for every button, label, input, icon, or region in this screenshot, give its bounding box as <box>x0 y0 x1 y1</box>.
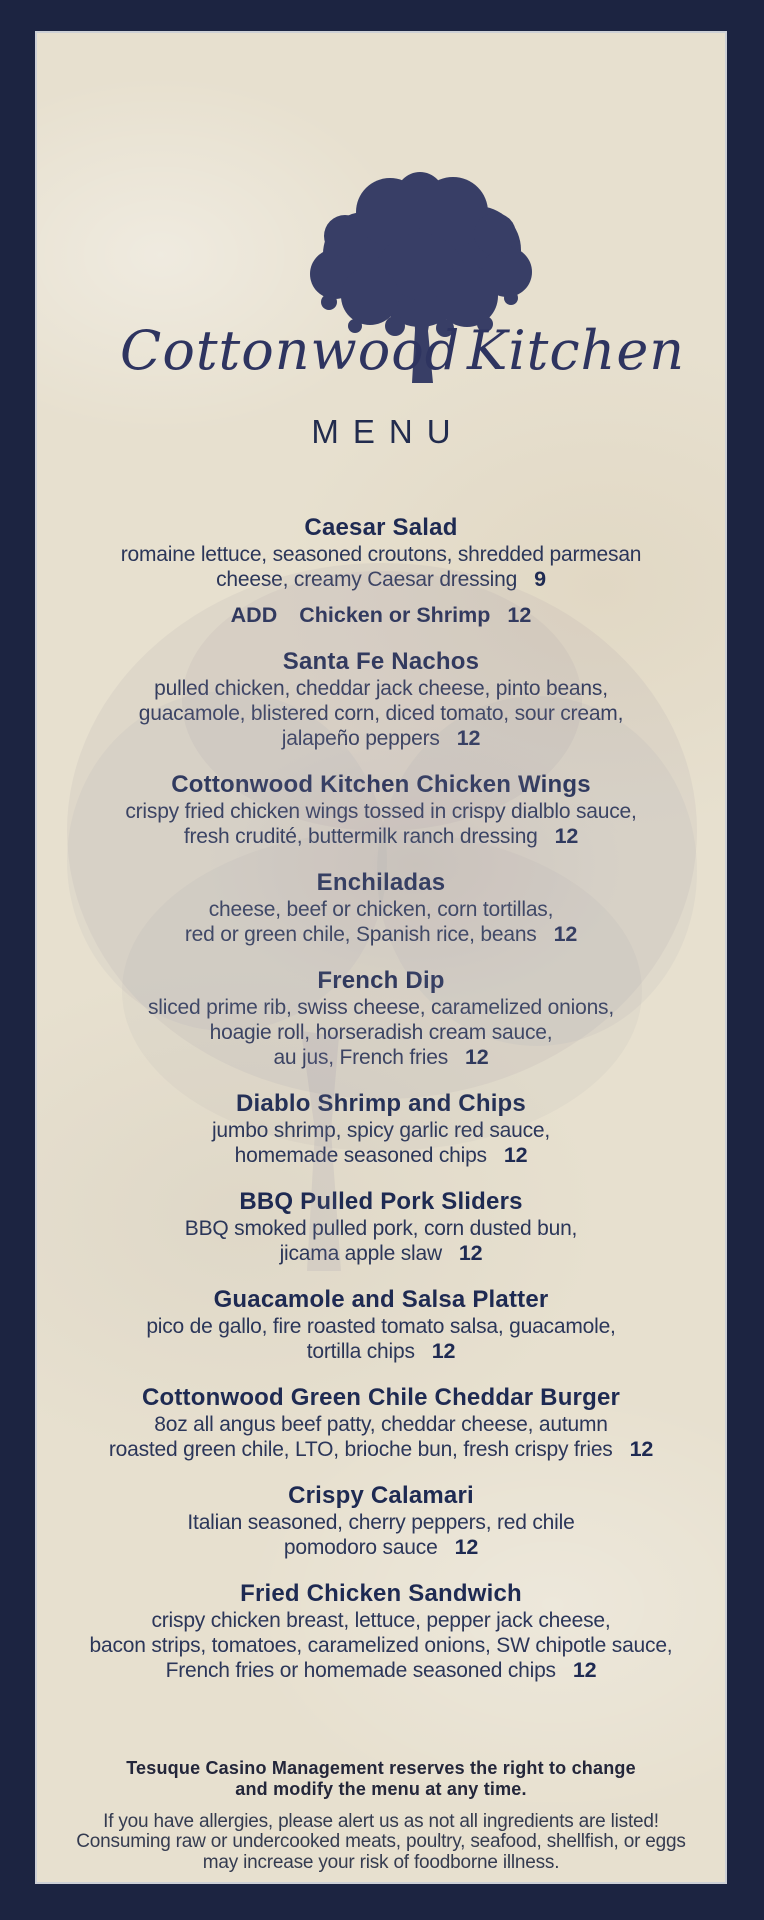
menu-item-name: Cottonwood Kitchen Chicken Wings <box>171 771 591 798</box>
management-notice <box>37 1758 725 1800</box>
menu-item-desc-line: romaine lettuce, seasoned croutons, shredded parmesan <box>120 543 642 566</box>
menu-item-name: French Dip <box>317 967 445 994</box>
menu-item-name: Enchiladas <box>316 869 446 896</box>
menu-item-desc-line: crispy fried chicken wings tossed in crispy dialblo sauce, <box>125 800 637 823</box>
menu-item-price: 12 <box>454 1535 479 1559</box>
menu-item <box>37 1579 725 1683</box>
menu-item <box>37 966 725 1070</box>
notice-line: Tesuque Casino Management reserves the right to change <box>126 1757 636 1778</box>
menu-item-price: 12 <box>456 726 481 750</box>
menu-item <box>37 1481 725 1560</box>
addon-label: ADD <box>230 603 278 627</box>
menu-item <box>37 770 725 849</box>
menu-item-desc-line: crispy chicken breast, lettuce, pepper jack cheese, <box>151 1609 611 1632</box>
allergy-disclaimer <box>37 1812 725 1874</box>
menu-item-name: Caesar Salad <box>304 514 458 541</box>
brand-logo <box>37 33 725 385</box>
menu-item <box>37 1187 725 1266</box>
menu-item <box>37 1089 725 1168</box>
footer <box>37 1758 725 1874</box>
addon-text: Chicken or Shrimp <box>299 603 491 627</box>
disclaimer-line: may increase your risk of foodborne illness. <box>202 1851 560 1873</box>
parchment-panel <box>37 33 725 1882</box>
menu-item-price: 12 <box>553 922 578 946</box>
menu-item-price: 12 <box>629 1437 654 1461</box>
menu-item-desc-line: pomodoro sauce 12 <box>283 1535 479 1559</box>
menu-item-desc-line: jumbo shrimp, spicy garlic red sauce, <box>211 1119 551 1142</box>
menu-item-name: Fried Chicken Sandwich <box>240 1580 522 1607</box>
menu-item-price: 12 <box>503 1143 528 1167</box>
menu-item-desc-line: roasted green chile, LTO, brioche bun, fresh crispy fries 12 <box>108 1437 654 1461</box>
menu-item <box>37 513 725 628</box>
menu-item-price: 12 <box>458 1241 483 1265</box>
disclaimer-line: If you have allergies, please alert us as not all ingredients are listed! <box>103 1810 659 1832</box>
menu-item-desc-line: cheese, creamy Caesar dressing 9 <box>216 567 546 591</box>
menu-item-desc-line: jicama apple slaw 12 <box>279 1241 483 1265</box>
menu-item-price: 9 <box>534 567 546 591</box>
menu-item-price: 12 <box>554 824 579 848</box>
menu-item <box>37 1383 725 1462</box>
menu-item-desc-line: jalapeño peppers 12 <box>281 726 481 750</box>
menu-item-desc-line: 8oz all angus beef patty, cheddar cheese, autumn <box>154 1413 608 1436</box>
menu-item-desc-line: fresh crudité, buttermilk ranch dressing 12 <box>183 824 579 848</box>
menu-item-desc-line: homemade seasoned chips 12 <box>234 1143 528 1167</box>
menu-list <box>37 513 725 1683</box>
menu-item-desc-line: pulled chicken, cheddar jack cheese, pinto beans, <box>154 677 608 700</box>
menu-item-name: Guacamole and Salsa Platter <box>213 1286 549 1313</box>
menu-item-price: 12 <box>431 1339 456 1363</box>
brand-name-left: Cottonwood <box>120 319 461 382</box>
menu-item-desc-line: BBQ smoked pulled pork, corn dusted bun, <box>184 1217 578 1240</box>
page-title: MENU <box>311 413 465 450</box>
menu-item-desc-line: tortilla chips 12 <box>306 1339 456 1363</box>
menu-item-desc-line: pico de gallo, fire roasted tomato salsa, guacamole, <box>146 1315 616 1338</box>
menu-item-name: Diablo Shrimp and Chips <box>236 1090 526 1117</box>
menu-item <box>37 647 725 751</box>
menu-item-desc-line: French fries or homemade seasoned chips 12 <box>165 1658 597 1682</box>
menu-item-desc-line: Italian seasoned, cherry peppers, red chile <box>187 1511 575 1534</box>
menu-item-desc-line: hoagie roll, horseradish cream sauce, <box>209 1021 553 1044</box>
menu-item-name: Cottonwood Green Chile Cheddar Burger <box>141 1384 621 1411</box>
menu-item-desc-line: au jus, French fries 12 <box>273 1045 489 1069</box>
menu-item-desc-line: sliced prime rib, swiss cheese, caramelized onions, <box>148 996 614 1019</box>
menu-item-price: 12 <box>465 1045 489 1069</box>
menu-item-name: Santa Fe Nachos <box>282 648 480 675</box>
brand-name-right: Kitchen <box>467 319 686 382</box>
menu-item-desc-line: red or green chile, Spanish rice, beans 12 <box>184 922 578 946</box>
menu-item-name: Crispy Calamari <box>288 1482 474 1509</box>
menu-item-addon <box>37 603 725 628</box>
menu-item-desc-line: bacon strips, tomatoes, caramelized onions, SW chipotle sauce, <box>89 1634 673 1657</box>
menu-item-name: BBQ Pulled Pork Sliders <box>239 1188 523 1215</box>
menu-item-desc-line: cheese, beef or chicken, corn tortillas, <box>208 898 554 921</box>
menu-item <box>37 868 725 947</box>
menu-item-price: 12 <box>572 1658 597 1682</box>
addon-price: 12 <box>507 603 532 627</box>
menu-item-desc-line: guacamole, blistered corn, diced tomato, sour cream, <box>138 702 624 725</box>
disclaimer-line: Consuming raw or undercooked meats, poultry, seafood, shellfish, or eggs <box>76 1831 686 1852</box>
notice-line: and modify the menu at any time. <box>235 1778 527 1799</box>
menu-item <box>37 1285 725 1364</box>
